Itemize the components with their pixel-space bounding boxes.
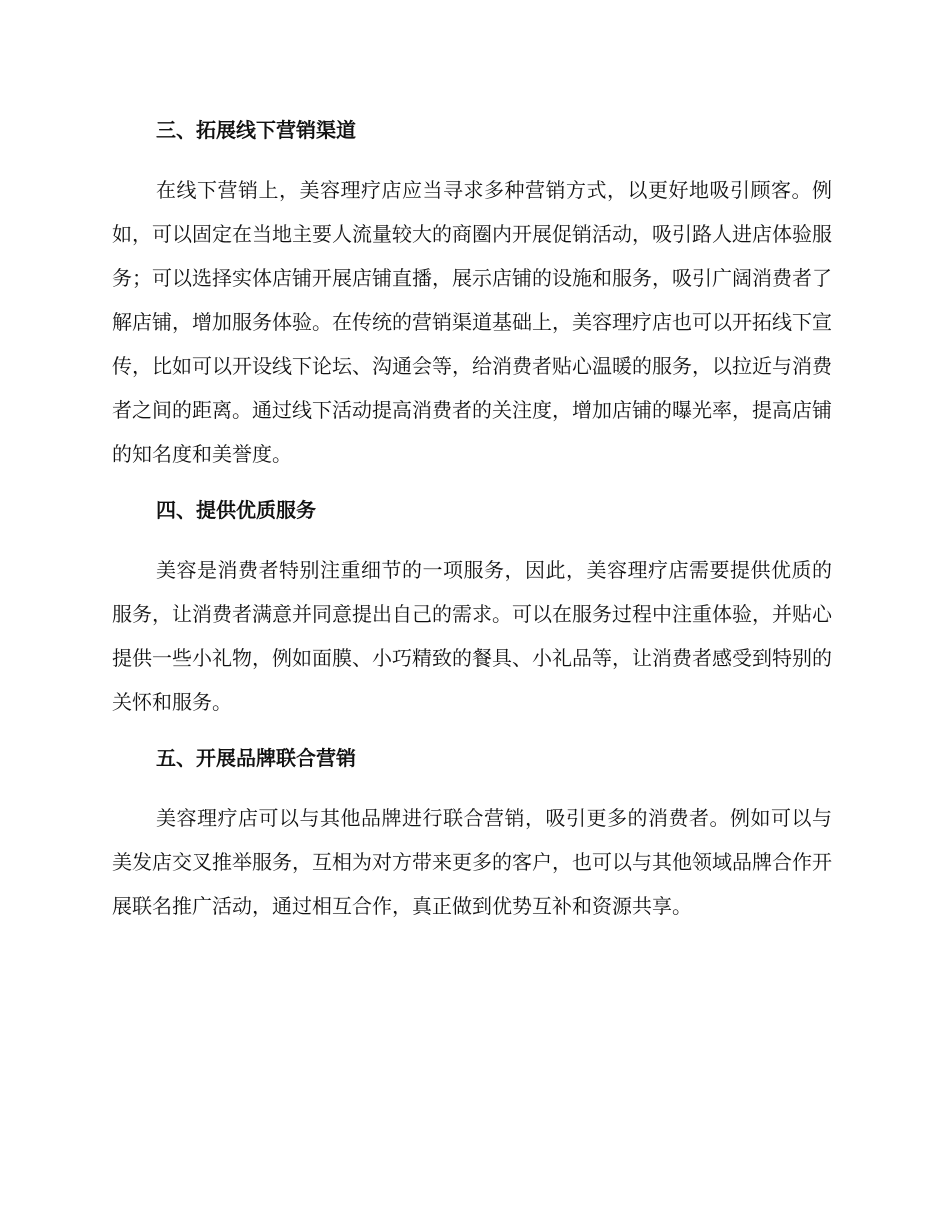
section-heading-3: 三、拓展线下营销渠道	[156, 118, 356, 142]
section-heading-4: 四、提供优质服务	[156, 498, 316, 522]
section-paragraph-5: 美容理疗店可以与其他品牌进行联合营销，吸引更多的消费者。例如可以与美发店交叉推举服务，互相为对方带来更多的客户，也可以与其他领域品牌合作开展联名推广活动，通过相互合作，真正做到优势互补和资源共享。	[112, 806, 832, 918]
section-heading-5: 五、开展品牌联合营销	[156, 746, 356, 770]
section-paragraph-3: 在线下营销上，美容理疗店应当寻求多种营销方式，以更好地吸引顾客。例如，可以固定在当地主要人流量较大的商圈内开展促销活动，吸引路人进店体验服务；可以选择实体店铺开展店铺直播，展示店铺的设施和服务，吸引广阔消费者了解店铺，增加服务体验。在传统的营销渠道基础上，美容理疗店也可以开拓线下宣传，比如可以开设线下论坛、沟通会等，给消费者贴心温暖的服务，以拉近与消费者之间的距离。通过线下活动提高消费者的关注度，增加店铺的曝光率，提高店铺的知名度和美誉度。	[112, 178, 832, 466]
document-body	[112, 110, 832, 928]
section-paragraph-4: 美容是消费者特别注重细节的一项服务，因此，美容理疗店需要提供优质的服务，让消费者满意并同意提出自己的需求。可以在服务过程中注重体验，并贴心提供一些小礼物，例如面膜、小巧精致的餐具、小礼品等，让消费者感受到特别的关怀和服务。	[112, 558, 832, 714]
